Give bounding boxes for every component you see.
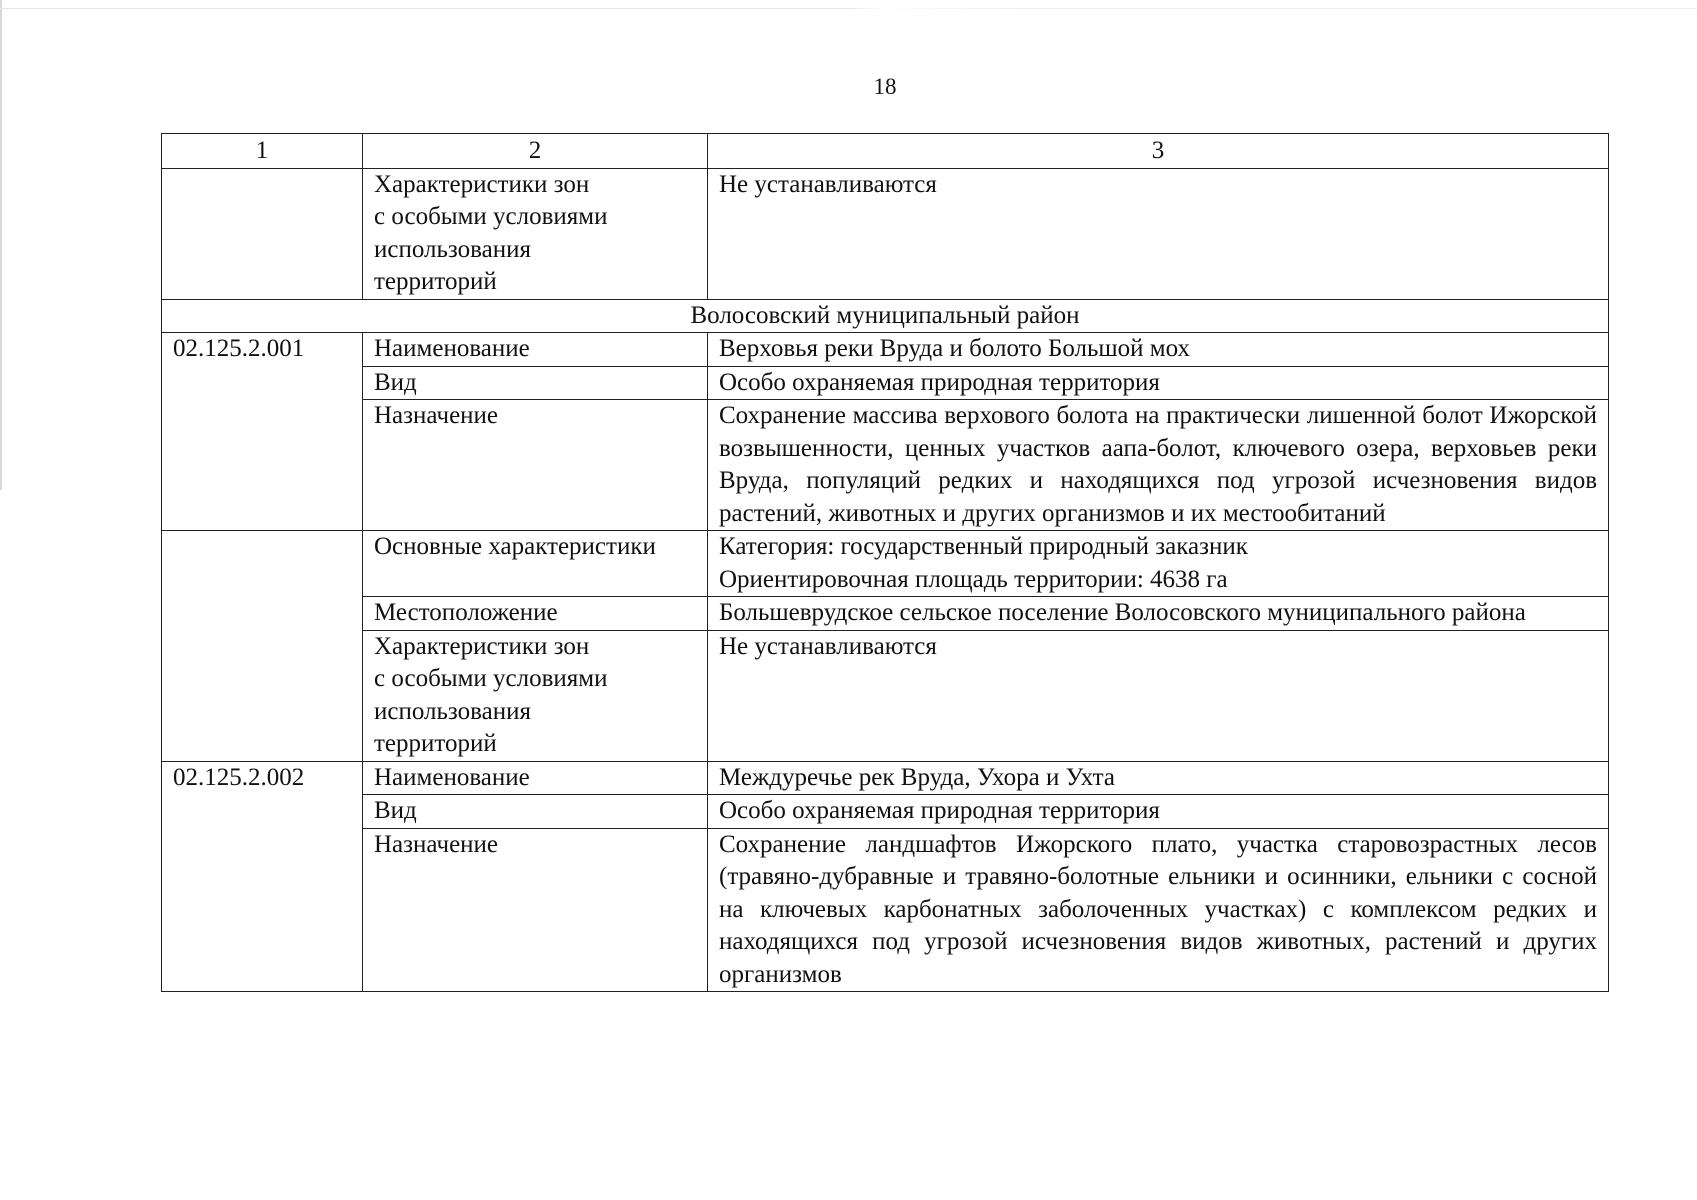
object-code: 02.125.2.002 bbox=[162, 761, 363, 992]
table-row bbox=[162, 795, 1609, 829]
zones-label-line: с особыми условиями bbox=[374, 203, 608, 230]
empty-code-cell bbox=[162, 168, 363, 299]
purpose-label: Назначение bbox=[363, 400, 708, 531]
object-code: 02.125.2.001 bbox=[162, 333, 363, 531]
register-table bbox=[161, 133, 1609, 992]
table-row bbox=[162, 828, 1609, 992]
table-row bbox=[162, 597, 1609, 631]
category-line: Категория: государственный природный заказник bbox=[719, 533, 1248, 560]
type-value: Особо охраняемая природная территория bbox=[708, 795, 1609, 829]
page-number: 18 bbox=[873, 74, 897, 99]
empty-code-cell bbox=[162, 531, 363, 762]
main-characteristics-label: Основные характеристики bbox=[363, 531, 708, 597]
table-row bbox=[162, 366, 1609, 400]
column-header-2: 2 bbox=[363, 134, 708, 169]
location-value: Большеврудское сельское поселение Волосовского муниципального района bbox=[708, 597, 1609, 631]
zones-label-cell bbox=[363, 168, 708, 299]
location-label: Местоположение bbox=[363, 597, 708, 631]
zones-label-line: территорий bbox=[374, 268, 497, 295]
table-row bbox=[162, 630, 1609, 761]
name-value: Верховья реки Вруда и болото Большой мох bbox=[708, 333, 1609, 367]
table-row bbox=[162, 531, 1609, 597]
type-label: Вид bbox=[363, 795, 708, 829]
zones-value-cell: Не устанавливаются bbox=[708, 168, 1609, 299]
district-heading: Волосовский муниципальный район bbox=[162, 299, 1609, 333]
table-row bbox=[162, 400, 1609, 531]
table-row bbox=[162, 168, 1609, 299]
purpose-value: Сохранение массива верхового болота на практически лишенной болот Ижорской возвышенности, ценных участков аапа-болот, ключевого озера, верховьев реки Вруда, популяций редких и находящихся под угрозой исчезновения видов растений, животных и других организмов и их местообитаний bbox=[708, 400, 1609, 531]
zones-label-line: Характеристики зон bbox=[374, 632, 590, 660]
zones-label-line: использования bbox=[374, 235, 531, 263]
zones-label-line: с особыми условиями bbox=[374, 665, 608, 692]
column-header-3: 3 bbox=[708, 134, 1609, 169]
zones-label-line: территорий bbox=[374, 730, 497, 757]
type-label: Вид bbox=[363, 366, 708, 400]
scan-edge-top bbox=[0, 8, 1697, 9]
district-row bbox=[162, 299, 1609, 333]
table-row bbox=[162, 761, 1609, 795]
main-characteristics-value bbox=[708, 531, 1609, 597]
table-header-row bbox=[162, 134, 1609, 169]
purpose-label: Назначение bbox=[363, 828, 708, 992]
purpose-value: Сохранение ландшафтов Ижорского плато, участка старовозрастных лесов (травяно-дубравные и травяно-болотные ельники и осинники, ельники с сосной на ключевых карбонатных заболоченных участках) с комплексом редких и находящихся под угрозой исчезновения видов животных, растений и других организмов bbox=[708, 828, 1609, 992]
name-label: Наименование bbox=[363, 761, 708, 795]
name-value: Междуречье рек Вруда, Ухора и Ухта bbox=[708, 761, 1609, 795]
table-row bbox=[162, 333, 1609, 367]
zones-label-line: использования bbox=[374, 697, 531, 725]
area-line: Ориентировочная площадь территории: 4638 га bbox=[719, 565, 1228, 593]
type-value: Особо охраняемая природная территория bbox=[708, 366, 1609, 400]
name-label: Наименование bbox=[363, 333, 708, 367]
column-header-1: 1 bbox=[162, 134, 363, 169]
zones-value-cell: Не устанавливаются bbox=[708, 630, 1609, 761]
zones-label-line: Характеристики зон bbox=[374, 170, 590, 198]
zones-label-cell bbox=[363, 630, 708, 761]
